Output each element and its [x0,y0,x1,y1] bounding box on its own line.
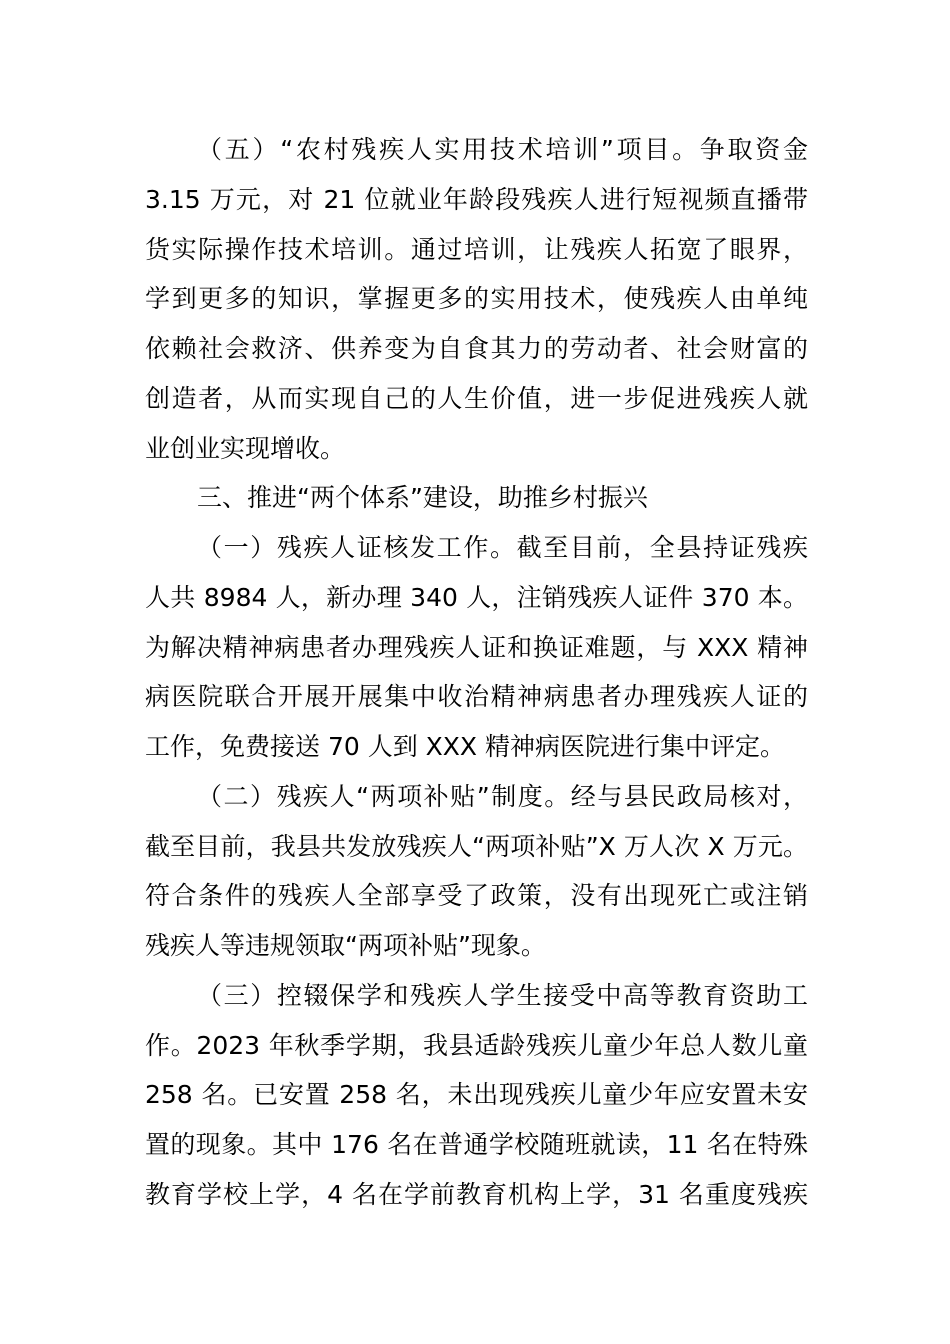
text-line: 符合条件的残疾人全部享受了政策，没有出现死亡或注销 [145,881,808,911]
text-line: 业创业实现增收。 [145,433,346,463]
text-line: 货实际操作技术培训。通过培训，让残疾人拓宽了眼界， [145,234,808,264]
text-line: 3.15 万元，对 21 位就业年龄段残疾人进行短视频直播带 [145,184,808,214]
text-line: 为解决精神病患者办理残疾人证和换证难题，与 XXX 精神 [145,632,808,662]
paragraph-two-subsidies [145,772,808,971]
text-line: （五）“农村残疾人实用技术培训”项目。争取资金 [197,135,808,164]
text-line: 教育学校上学，4 名在学前教育机构上学，31 名重度残疾 [145,1179,808,1209]
text-line: 创造者，从而实现自己的人生价值，进一步促进残疾人就 [145,383,808,413]
text-line: 作。2023 年秋季学期，我县适龄残疾儿童少年总人数儿童 [145,1030,808,1060]
section-heading-three [145,473,808,523]
paragraph-education [145,971,808,1220]
text-line: 病医院联合开展开展集中收治精神病患者办理残疾人证的 [145,682,808,712]
text-line: 三、推进“两个体系”建设，助推乡村振兴 [197,483,648,513]
text-line: 工作，免费接送 70 人到 XXX 精神病医院进行集中评定。 [145,732,785,761]
text-line: （三）控辍保学和残疾人学生接受中高等教育资助工 [197,980,808,1010]
text-line: 依赖社会救济、供养变为自食其力的劳动者、社会财富的 [145,334,808,363]
text-line: 置的现象。其中 176 名在普通学校随班就读，11 名在特殊 [145,1130,808,1159]
paragraph-rural-training [145,125,808,473]
text-line: （一）残疾人证核发工作。截至目前，全县持证残疾 [197,533,808,562]
text-line: 258 名。已安置 258 名，未出现残疾儿童少年应安置未安 [145,1080,808,1110]
text-line: 人共 8984 人，新办理 340 人，注销残疾人证件 370 本。 [145,582,808,612]
document-page [145,125,808,1220]
text-line: 截至目前，我县共发放残疾人“两项补贴”X 万人次 X 万元。 [145,831,808,861]
paragraph-certificate [145,523,808,772]
text-line: （二）残疾人“两项补贴”制度。经与县民政局核对， [197,781,808,811]
text-line: 残疾人等违规领取“两项补贴”现象。 [145,931,546,960]
text-line: 学到更多的知识，掌握更多的实用技术，使残疾人由单纯 [145,284,808,314]
